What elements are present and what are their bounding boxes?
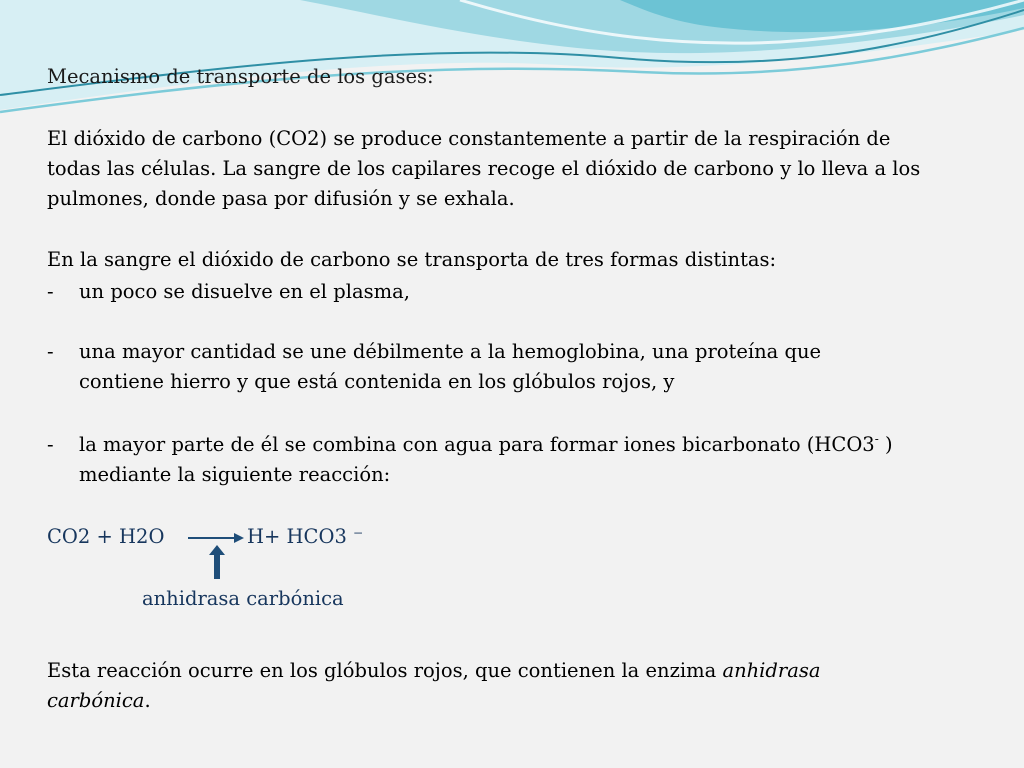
enzyme-label: anhidrasa carbónica (142, 587, 344, 610)
paragraph-1-line-1: El dióxido de carbono (CO2) se produce constantemente a partir de la respiración de (47, 127, 891, 150)
slide-heading: Mecanismo de transporte de los gases: (47, 65, 434, 88)
reaction-arrow-icon (188, 532, 244, 544)
closing-text: Esta reacción ocurre en los glóbulos rojos, que contienen la enzima (47, 659, 723, 682)
enzyme-up-arrow-icon (207, 545, 227, 579)
closing-period: . (144, 689, 151, 712)
paragraph-1-line-3: pulmones, donde pasa por difusión y se exhala. (47, 187, 515, 210)
bullet-3-line-2: mediante la siguiente reacción: (79, 463, 391, 486)
reaction-reactants: CO2 + H2O (47, 525, 165, 548)
bicarbonate-charge: - (874, 432, 879, 446)
bullet-3-text: la mayor parte de él se combina con agua para formar iones bicarbonato (HCO3 (79, 433, 875, 456)
closing-line-1 (47, 656, 820, 686)
bullet-marker-3: - (47, 433, 54, 456)
bullet-1-text: un poco se disuelve en el plasma, (79, 280, 410, 303)
bullet-2-line-2: contiene hierro y que está contenida en los glóbulos rojos, y (79, 370, 675, 393)
bullet-marker-1: - (47, 280, 54, 303)
reaction-products: H+ HCO3 ⁻ (247, 525, 364, 548)
closing-enzyme-word-1: anhidrasa (722, 659, 821, 682)
bullet-3-line-1 (79, 430, 893, 460)
paragraph-1-line-2: todas las células. La sangre de los capilares recoge el dióxido de carbono y lo lleva a los (47, 157, 921, 180)
bullet-3-close-paren: ) (878, 433, 893, 456)
closing-line-2 (47, 686, 151, 716)
closing-enzyme-word-2: carbónica (47, 689, 145, 712)
bullet-2-line-1: una mayor cantidad se une débilmente a la hemoglobina, una proteína que (79, 340, 822, 363)
bullet-marker-2: - (47, 340, 54, 363)
paragraph-2-intro: En la sangre el dióxido de carbono se transporta de tres formas distintas: (47, 248, 777, 271)
